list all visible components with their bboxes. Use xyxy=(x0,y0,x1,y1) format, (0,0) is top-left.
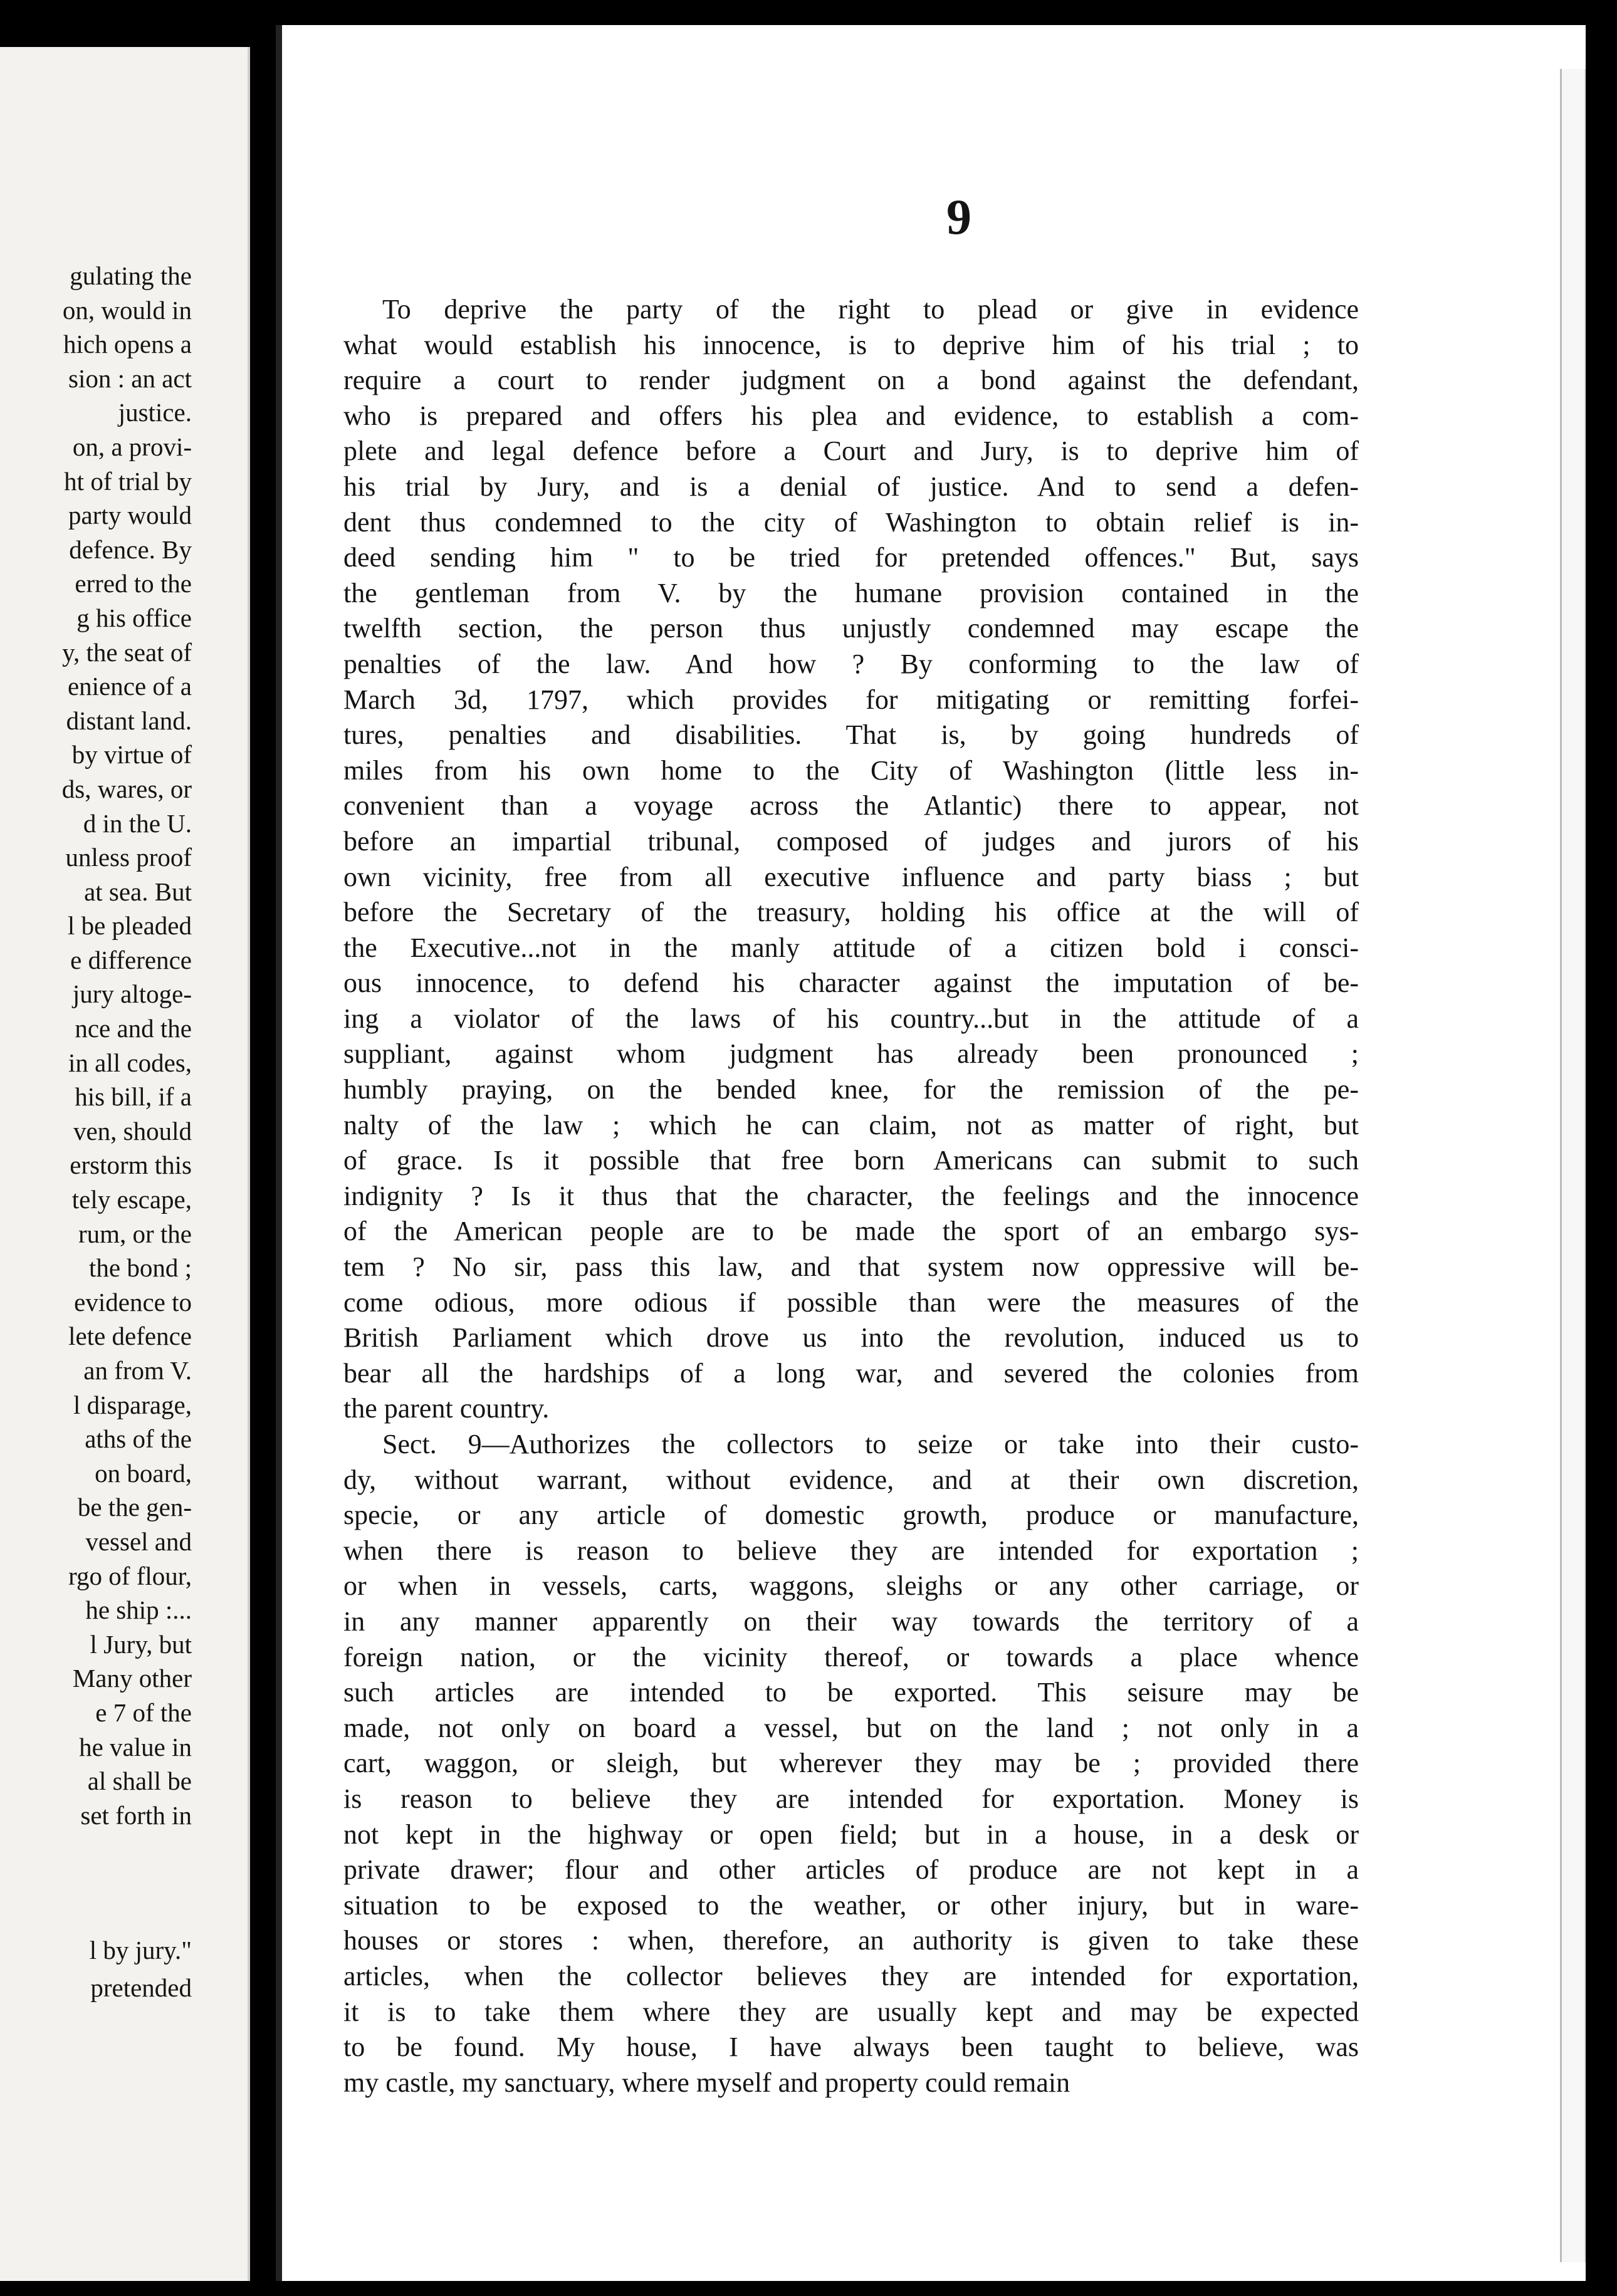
left-page-line: in all codes, xyxy=(68,1048,192,1077)
text-line: is reason to believe they are intended for exportation. Money is xyxy=(343,1783,1359,1814)
text-line: specie, or any article of domestic growth, produce or manufacture, xyxy=(343,1500,1359,1531)
text-line: situation to be exposed to the weather, or other injury, but in ware- xyxy=(343,1889,1359,1921)
left-page-line: l be pleaded xyxy=(67,911,192,941)
text-line: private drawer; flour and other articles of produce are not kept in a xyxy=(343,1854,1359,1886)
text-line: dy, without warrant, without evidence, and at their own discretion, xyxy=(343,1464,1359,1495)
text-line: deed sending him " to be tried for pretended offences." But, says xyxy=(343,542,1359,573)
left-page-line: aths of the xyxy=(85,1424,192,1454)
left-page-line: justice. xyxy=(118,398,192,427)
left-page-line: hich opens a xyxy=(63,330,192,359)
text-line: the parent country. xyxy=(343,1393,550,1424)
left-page-line: ht of trial by xyxy=(64,466,192,496)
text-line: miles from his own home to the City of Washington (little less in- xyxy=(343,754,1359,786)
left-page-line: erstorm this xyxy=(70,1151,192,1180)
left-page-line: unless proof xyxy=(65,843,192,872)
text-line: such articles are intended to be exported. This seisure may be xyxy=(343,1677,1359,1708)
text-line: who is prepared and offers his plea and evidence, to establish a com- xyxy=(343,400,1359,431)
left-page-line: e difference xyxy=(70,945,192,974)
text-line: before the Secretary of the treasury, holding his office at the will of xyxy=(343,897,1359,928)
left-page-line: distant land. xyxy=(66,706,192,735)
text-line: ing a violator of the laws of his country...but in the attitude of a xyxy=(343,1003,1359,1034)
left-page-line: he ship :... xyxy=(85,1595,192,1625)
left-page-line: rgo of flour, xyxy=(68,1561,192,1590)
left-page-line: nce and the xyxy=(75,1014,192,1043)
left-page-line: y, the seat of xyxy=(62,637,192,667)
text-line: not kept in the highway or open field; but in a house, in a desk or xyxy=(343,1819,1359,1850)
left-page-line: ven, should xyxy=(73,1116,192,1145)
left-page-line: ds, wares, or xyxy=(61,774,192,803)
left-page-line: sion : an act xyxy=(68,363,192,393)
left-page-line: he value in xyxy=(79,1732,192,1761)
text-line: made, not only on board a vessel, but on the land ; not only in a xyxy=(343,1712,1359,1743)
left-page-line: be the gen- xyxy=(77,1493,192,1522)
text-line: convenient than a voyage across the Atlantic) there to appear, not xyxy=(343,790,1359,822)
text-line: or when in vessels, carts, waggons, sleighs or any other carriage, or xyxy=(343,1570,1359,1602)
left-page-line: pretended xyxy=(90,1973,192,2002)
left-page-line: l Jury, but xyxy=(90,1629,192,1659)
text-line: it is to take them where they are usually kept and may be expected xyxy=(343,1996,1359,2027)
left-page-line: rum, or the xyxy=(78,1219,192,1248)
left-page-line: al shall be xyxy=(87,1766,192,1796)
text-line: own vicinity, free from all executive influence and party biass ; but xyxy=(343,861,1359,892)
page-edge xyxy=(1560,69,1586,2262)
text-line: dent thus condemned to the city of Washington to obtain relief is in- xyxy=(343,506,1359,538)
text-line: To deprive the party of the right to plead or give in evidence xyxy=(382,294,1359,325)
left-page-text-fragments xyxy=(0,259,192,1832)
text-line: tem ? No sir, pass this law, and that system now oppressive will be- xyxy=(343,1251,1359,1283)
text-line: ous innocence, to defend his character against the imputation of be- xyxy=(343,968,1359,999)
body-text xyxy=(343,292,1359,2100)
text-line: his trial by Jury, and is a denial of justice. And to send a defen- xyxy=(343,471,1359,502)
text-line: to be found. My house, I have always been taught to believe, was xyxy=(343,2032,1359,2063)
text-line: humbly praying, on the bended knee, for the remission of the pe- xyxy=(343,1074,1359,1105)
text-line: suppliant, against whom judgment has already been pronounced ; xyxy=(343,1038,1359,1070)
text-line: bear all the hardships of a long war, and severed the colonies from xyxy=(343,1357,1359,1389)
text-line: of the American people are to be made the sport of an embargo sys- xyxy=(343,1216,1359,1247)
text-line: in any manner apparently on their way towards the territory of a xyxy=(343,1605,1359,1637)
left-page-line: Many other xyxy=(72,1664,192,1693)
left-page-line: defence. By xyxy=(69,535,192,564)
left-page-line: lete defence xyxy=(68,1322,192,1351)
left-facing-page xyxy=(0,47,250,2281)
left-page-line: on, a provi- xyxy=(72,432,192,461)
text-line: houses or stores : when, therefore, an authority is given to take these xyxy=(343,1925,1359,1956)
text-line: foreign nation, or the vicinity thereof, or towards a place whence xyxy=(343,1641,1359,1672)
text-line: require a court to render judgment on a bond against the defendant, xyxy=(343,365,1359,396)
text-line: indignity ? Is it thus that the character, the feelings and the innocence xyxy=(343,1180,1359,1211)
left-page-line: enience of a xyxy=(67,672,192,701)
text-line: Sect. 9—Authorizes the collectors to seize or take into their custo- xyxy=(382,1429,1359,1459)
left-page-line: e 7 of the xyxy=(95,1698,192,1727)
left-page-line: on, would in xyxy=(62,295,192,325)
left-page-line: l disparage, xyxy=(73,1390,192,1419)
left-page-line: d in the U. xyxy=(83,808,192,838)
text-line: of grace. Is it possible that free born Americans can submit to such xyxy=(343,1145,1359,1176)
text-line: British Parliament which drove us into the revolution, induced us to xyxy=(343,1322,1359,1354)
left-page-line: his bill, if a xyxy=(75,1082,192,1112)
left-page-line: g his office xyxy=(76,603,192,632)
text-line: my castle, my sanctuary, where myself and property could remain xyxy=(343,2067,1070,2098)
text-line: the Executive...not in the manly attitude of a citizen bold i consci- xyxy=(343,932,1359,963)
left-page-line: at sea. But xyxy=(84,877,192,906)
text-line: cart, waggon, or sleigh, but wherever they may be ; provided there xyxy=(343,1748,1359,1779)
left-page-bottom-fragments xyxy=(0,1933,192,2008)
left-page-line: by virtue of xyxy=(71,740,192,770)
left-page-line: l by jury." xyxy=(89,1936,192,1965)
right-page xyxy=(276,25,1586,2281)
text-line: what would establish his innocence, is to deprive him of his trial ; to xyxy=(343,329,1359,360)
text-line: plete and legal defence before a Court and Jury, is to deprive him of xyxy=(343,436,1359,467)
text-line: nalty of the law ; which he can claim, not as matter of right, but xyxy=(343,1109,1359,1140)
text-line: the gentleman from V. by the humane provision contained in the xyxy=(343,577,1359,608)
text-line: tures, penalties and disabilities. That is, by going hundreds of xyxy=(343,719,1359,751)
left-page-line: erred to the xyxy=(75,569,192,598)
left-page-line: set forth in xyxy=(80,1800,192,1830)
text-line: before an impartial tribunal, composed of judges and jurors of his xyxy=(343,825,1359,857)
text-line: articles, when the collector believes they are intended for exportation, xyxy=(343,1960,1359,1991)
left-page-line: jury altoge- xyxy=(72,979,192,1009)
left-page-line: on board, xyxy=(95,1458,192,1488)
left-page-line: an from V. xyxy=(83,1356,192,1385)
text-line: penalties of the law. And how ? By conforming to the law of xyxy=(343,648,1359,679)
text-line: March 3d, 1797, which provides for mitigating or remitting forfei- xyxy=(343,684,1359,715)
left-page-line: evidence to xyxy=(74,1287,192,1317)
left-page-line: vessel and xyxy=(85,1526,192,1556)
left-page-line: tely escape, xyxy=(71,1185,192,1214)
text-line: twelfth section, the person thus unjustly condemned may escape the xyxy=(343,613,1359,644)
text-line: come odious, more odious if possible than were the measures of the xyxy=(343,1286,1359,1318)
page-number: 9 xyxy=(946,190,971,245)
left-page-line: gulating the xyxy=(70,261,192,290)
left-page-line: party would xyxy=(68,501,192,530)
text-line: when there is reason to believe they are intended for exportation ; xyxy=(343,1535,1359,1566)
left-page-line: the bond ; xyxy=(89,1253,192,1283)
